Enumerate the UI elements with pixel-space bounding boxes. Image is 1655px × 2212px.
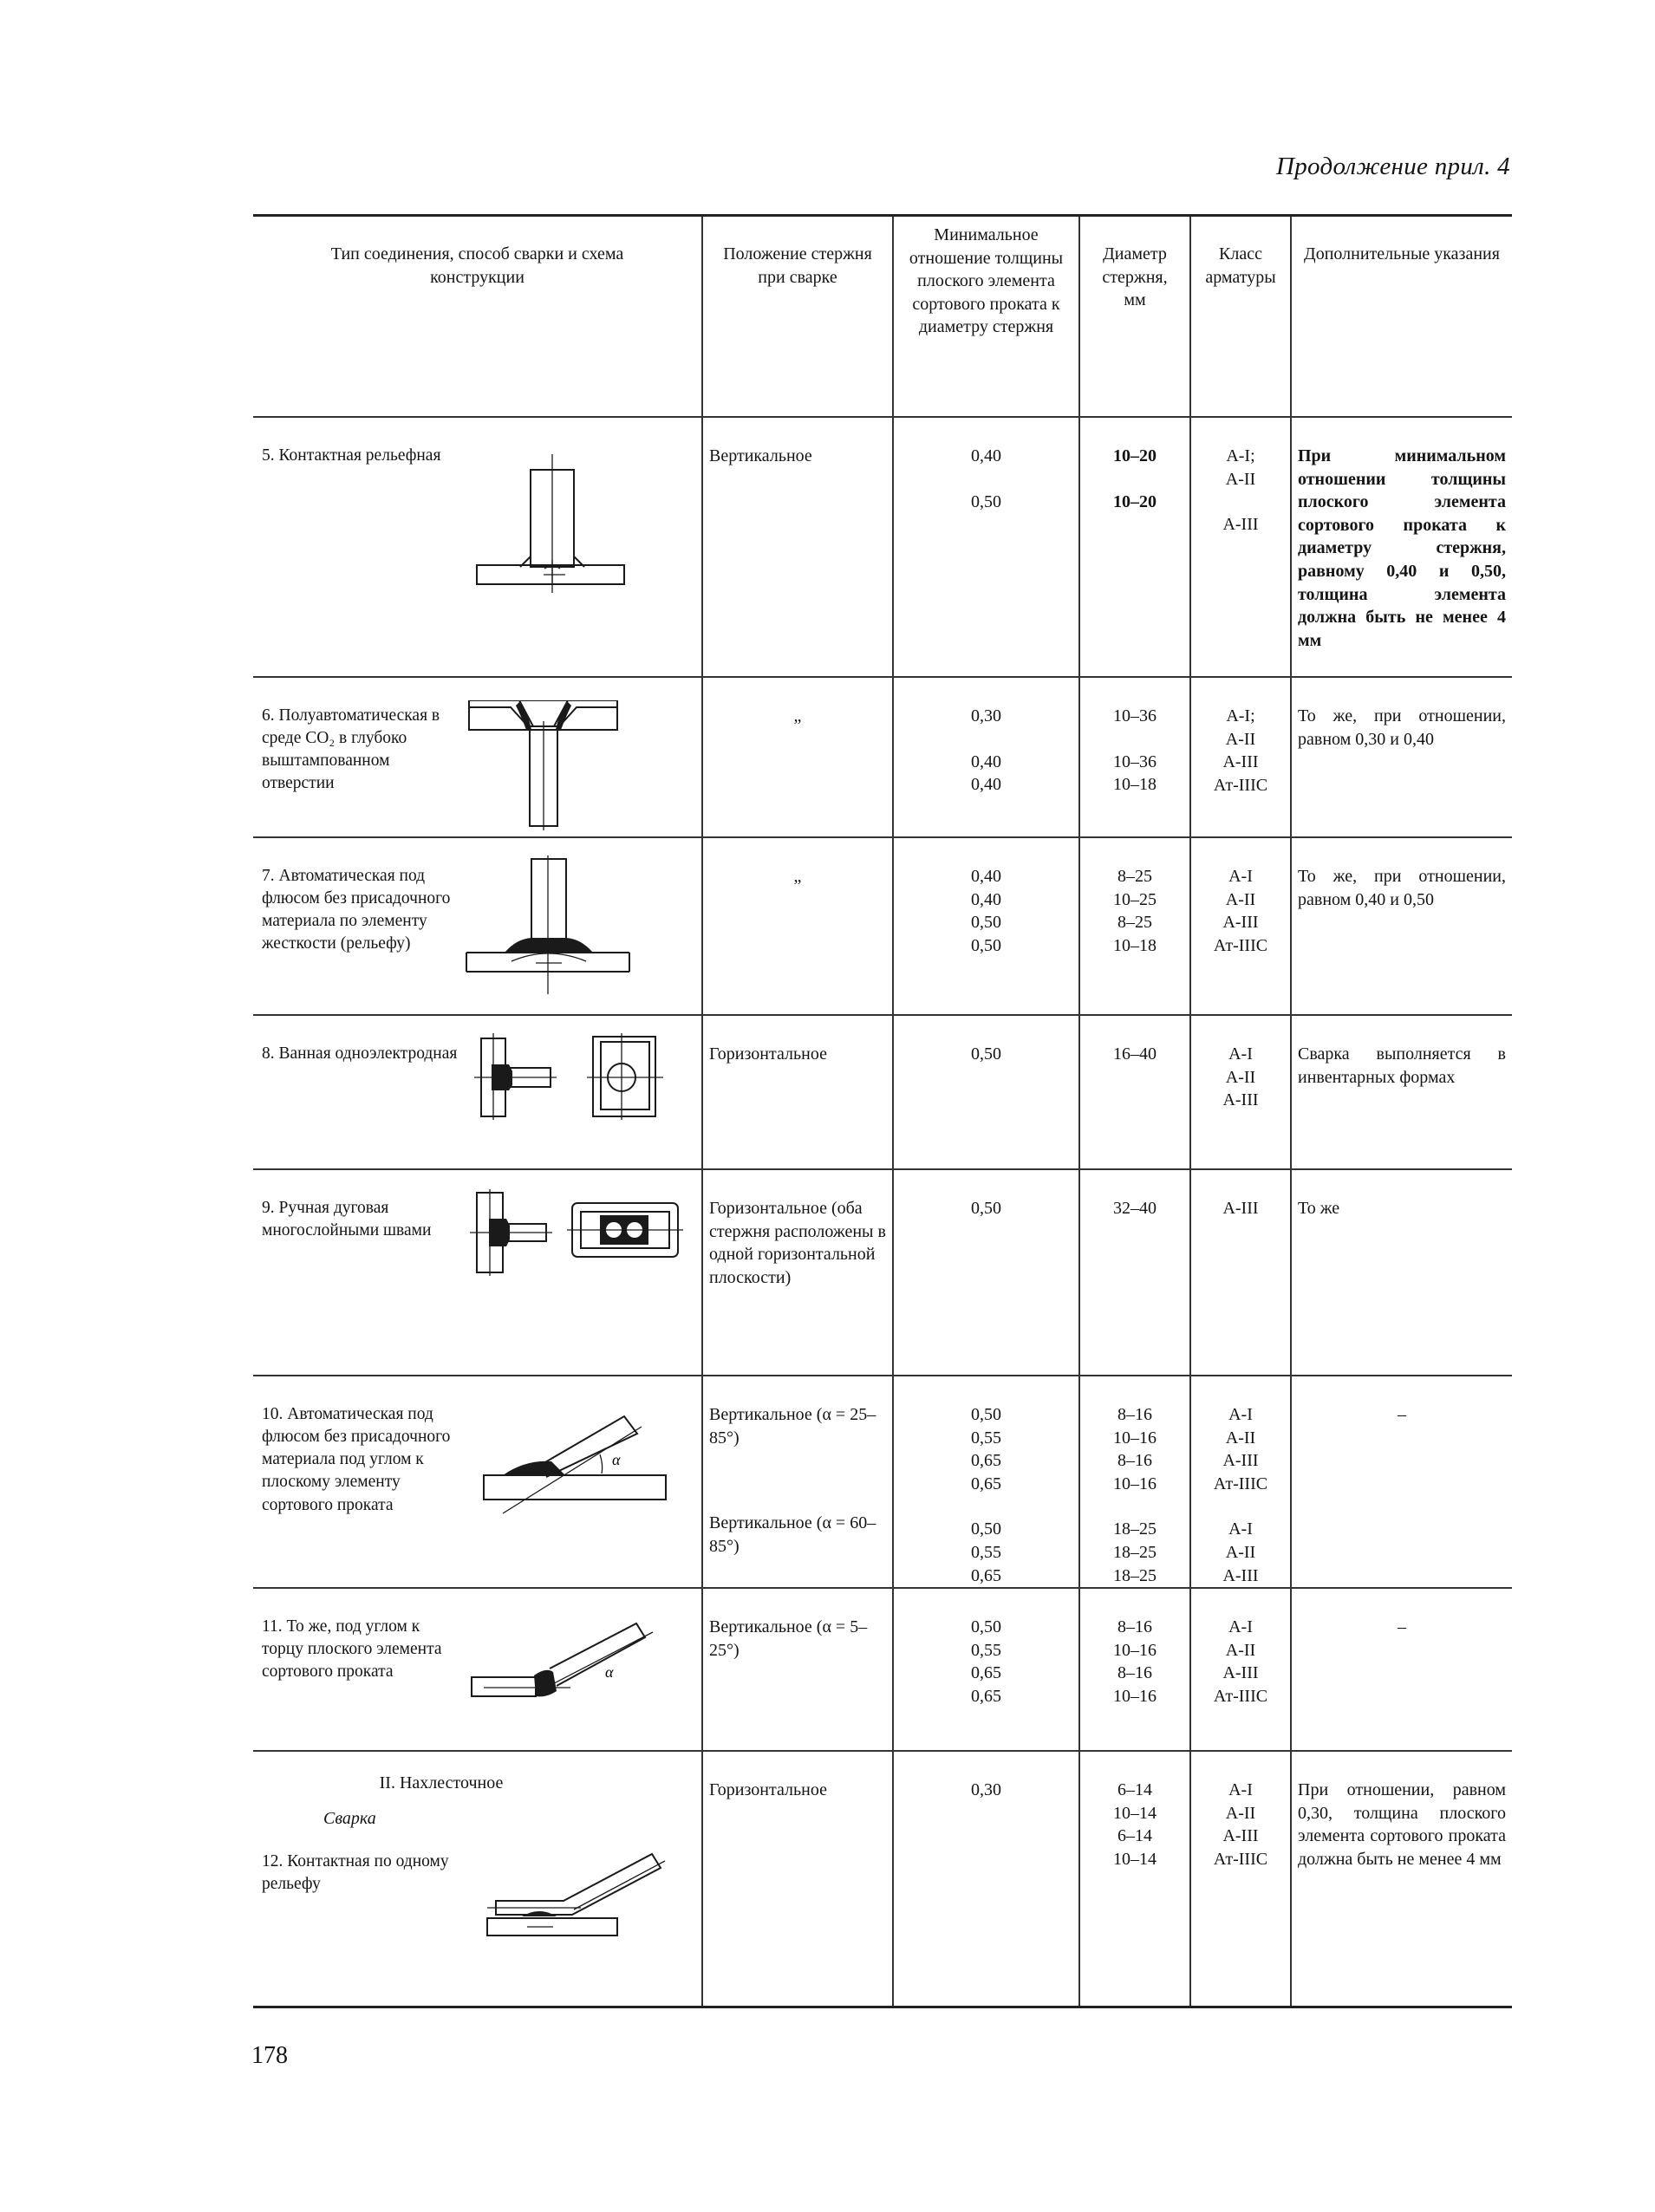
class-value: Ат-IIIС xyxy=(1213,1849,1268,1869)
diameter-value: 16–40 xyxy=(1113,1044,1157,1064)
cell-diameter xyxy=(1079,1751,1190,2007)
diameter-value: 8–16 xyxy=(1117,1617,1152,1637)
ratio-value: 0,50 xyxy=(971,1199,1001,1218)
cell-ratio xyxy=(893,837,1079,1015)
svg-text:α: α xyxy=(612,1451,621,1468)
ratio-value: 0,50 xyxy=(971,491,1001,511)
diameter-value: 18–25 xyxy=(1113,1519,1157,1539)
class-value: А-II xyxy=(1225,1542,1256,1562)
cell-class xyxy=(1190,1015,1291,1169)
cell-connection-type xyxy=(253,1751,702,2007)
page-number: 178 xyxy=(251,2042,288,2069)
cell-connection-type xyxy=(253,837,702,1015)
note-text: То же, при отношении, равном 0,40 и 0,50 xyxy=(1298,867,1506,909)
connection-name: 9. Ручная дуговая многослойными швами xyxy=(262,1199,432,1240)
class-value: А-I xyxy=(1228,1044,1253,1064)
cell-connection-type xyxy=(253,417,702,677)
ratio-value: 0,65 xyxy=(971,1663,1001,1683)
class-value: А-II xyxy=(1225,1428,1256,1448)
cell-position xyxy=(702,837,893,1015)
diameter-value: 32–40 xyxy=(1113,1199,1157,1218)
weld-diagram xyxy=(470,454,626,600)
cell-connection-type xyxy=(253,677,702,837)
diameter-value: 8–16 xyxy=(1117,1663,1152,1683)
rod-position: Вертикальное (α = 5–25°) xyxy=(709,1617,868,1660)
ratio-value: 0,40 xyxy=(971,889,1001,909)
cell-connection-type xyxy=(253,1169,702,1376)
cell-diameter xyxy=(1079,837,1190,1015)
ratio-value: 0,65 xyxy=(971,1451,1001,1471)
cell-position xyxy=(702,1376,893,1588)
diameter-value: 10–18 xyxy=(1113,935,1157,955)
cell-notes xyxy=(1291,1751,1512,2007)
group-gap xyxy=(900,1495,1072,1518)
ratio-value: 0,50 xyxy=(971,1617,1001,1637)
connection-name: 7. Автоматическая под флюсом без присадочного материала по элементу жесткости (рельефу) xyxy=(262,867,451,953)
class-value: А-III xyxy=(1222,515,1259,535)
class-value: А-II xyxy=(1225,729,1256,749)
diameter-value: 10–18 xyxy=(1113,775,1157,795)
cell-diameter xyxy=(1079,677,1190,837)
cell-class xyxy=(1190,837,1291,1015)
header-notes: Дополнительные указания xyxy=(1291,216,1512,418)
connection-name: 6. Полуавтоматическая в среде CO₂ в глубоко выштампованном отверстии xyxy=(262,706,440,793)
group-gap xyxy=(900,468,1072,491)
ratio-value: 0,50 xyxy=(971,1405,1001,1424)
rod-position: Горизонтальное xyxy=(709,1044,827,1064)
class-value: А-II xyxy=(1225,889,1256,909)
ratio-value: 0,50 xyxy=(971,935,1001,955)
cell-notes xyxy=(1291,837,1512,1015)
svg-text:α: α xyxy=(605,1663,614,1682)
cell-class xyxy=(1190,1751,1291,2007)
page-heading: Продолжение прил. 4 xyxy=(1276,153,1510,180)
cell-class xyxy=(1190,1169,1291,1376)
table-row xyxy=(253,677,1512,837)
table-row xyxy=(253,837,1512,1015)
weld-diagram xyxy=(466,1615,666,1726)
diameter-value: 8–16 xyxy=(1117,1405,1152,1424)
note-text: При отношении, равном 0,30, толщина плоского элемента сортового проката должна быть не менее 4 мм xyxy=(1298,1780,1506,1869)
table-row xyxy=(253,1376,1512,1588)
class-value: А-I xyxy=(1228,867,1253,886)
class-value: А-I xyxy=(1228,1405,1253,1424)
ratio-value: 0,30 xyxy=(971,706,1001,725)
class-value: А-III xyxy=(1222,1663,1259,1683)
rod-position: Вертикальное (α = 25–85°) xyxy=(709,1405,876,1448)
cell-ratio xyxy=(893,1376,1079,1588)
note-text: – xyxy=(1398,1617,1406,1637)
class-value: Ат-IIIС xyxy=(1213,1474,1268,1493)
table-header-row xyxy=(253,216,1512,418)
cell-connection-type xyxy=(253,1015,702,1169)
cell-notes xyxy=(1291,1169,1512,1376)
class-value: Ат-IIIС xyxy=(1213,775,1268,795)
note-text: При минимальном отношении толщины плоского элемента сортового проката к диаметру стержня, равному 0,40 и 0,50, толщина элемента должна быть не менее 4 мм xyxy=(1298,446,1506,650)
diameter-value: 10–36 xyxy=(1113,751,1157,771)
ratio-value: 0,50 xyxy=(971,913,1001,933)
diameter-value: 10–36 xyxy=(1113,706,1157,725)
cell-diameter xyxy=(1079,1588,1190,1751)
cell-diameter xyxy=(1079,1376,1190,1588)
connection-name: 8. Ванная одноэлектродная xyxy=(262,1044,458,1063)
note-text: То же, при отношении, равном 0,30 и 0,40 xyxy=(1298,706,1506,749)
section-heading: II. Нахлесточное xyxy=(379,1773,504,1793)
rod-position: Вертикальное (α = 60–85°) xyxy=(709,1513,876,1556)
connection-name: 5. Контактная рельефная xyxy=(262,446,441,465)
cell-position xyxy=(702,677,893,837)
diameter-value: 10–16 xyxy=(1113,1686,1157,1706)
ratio-value: 0,40 xyxy=(971,775,1001,795)
ratio-value: 0,65 xyxy=(971,1565,1001,1585)
group-gap xyxy=(1086,468,1183,491)
cell-ratio xyxy=(893,1169,1079,1376)
cell-position xyxy=(702,417,893,677)
rod-position: Вертикальное xyxy=(709,446,812,465)
welding-spec-table xyxy=(253,214,1512,2008)
class-value: А-II xyxy=(1225,1067,1256,1087)
table-row xyxy=(253,1588,1512,1751)
cell-position xyxy=(702,1588,893,1751)
note-text: То же xyxy=(1298,1199,1340,1218)
diameter-value: 10–25 xyxy=(1113,889,1157,909)
cell-connection-type xyxy=(253,1376,702,1588)
ratio-value: 0,55 xyxy=(971,1640,1001,1660)
cell-notes xyxy=(1291,417,1512,677)
diameter-value: 10–16 xyxy=(1113,1474,1157,1493)
ratio-value: 0,40 xyxy=(971,446,1001,465)
diameter-value: 8–25 xyxy=(1117,867,1152,886)
cell-diameter xyxy=(1079,1169,1190,1376)
class-value: А-III xyxy=(1222,1826,1259,1846)
note-text: – xyxy=(1398,1405,1406,1424)
cell-connection-type xyxy=(253,1588,702,1751)
class-value: А-I xyxy=(1228,1780,1253,1800)
diameter-value: 18–25 xyxy=(1113,1542,1157,1562)
diameter-value: 10–16 xyxy=(1113,1640,1157,1660)
group-gap xyxy=(1197,491,1284,513)
table-row xyxy=(253,1169,1512,1376)
ratio-value: 0,55 xyxy=(971,1542,1001,1562)
diameter-value: 18–25 xyxy=(1113,1565,1157,1585)
diameter-value: 8–25 xyxy=(1117,913,1152,933)
group-gap xyxy=(900,728,1072,751)
rod-position: „ xyxy=(793,867,802,886)
header-position: Положение стержня при сварке xyxy=(702,216,893,418)
class-value: А-I xyxy=(1228,1617,1253,1637)
cell-class xyxy=(1190,417,1291,677)
ratio-value: 0,30 xyxy=(971,1780,1001,1800)
ratio-value: 0,65 xyxy=(971,1474,1001,1493)
class-value: Ат-IIIС xyxy=(1213,1686,1268,1706)
cell-class xyxy=(1190,1376,1291,1588)
group-gap xyxy=(709,1449,886,1512)
weld-diagram xyxy=(470,1847,678,1949)
class-value: А-III xyxy=(1222,1451,1259,1471)
cell-class xyxy=(1190,1588,1291,1751)
diameter-value: 6–14 xyxy=(1117,1826,1152,1846)
class-value: А-III xyxy=(1222,1199,1259,1218)
class-value: А-II xyxy=(1225,469,1256,489)
class-value: А-III xyxy=(1222,1090,1259,1110)
cell-ratio xyxy=(893,1015,1079,1169)
cell-position xyxy=(702,1169,893,1376)
cell-diameter xyxy=(1079,1015,1190,1169)
ratio-value: 0,55 xyxy=(971,1428,1001,1448)
group-gap xyxy=(1197,1495,1284,1518)
rod-position: Горизонтальное xyxy=(709,1780,827,1800)
diameter-value: 10–20 xyxy=(1113,446,1157,465)
cell-ratio xyxy=(893,1588,1079,1751)
cell-notes xyxy=(1291,1376,1512,1588)
cell-notes xyxy=(1291,677,1512,837)
cell-position xyxy=(702,1751,893,2007)
header-diameter: Диаметр стержня, мм xyxy=(1079,216,1190,418)
cell-class xyxy=(1190,677,1291,837)
diameter-value: 10–16 xyxy=(1113,1428,1157,1448)
class-value: А-I; xyxy=(1226,446,1255,465)
weld-diagram xyxy=(474,1033,674,1127)
cell-diameter xyxy=(1079,417,1190,677)
connection-name: 10. Автоматическая под флюсом без присадочного материала под углом к плоскому элементу сортового проката xyxy=(262,1405,451,1514)
table-row xyxy=(253,1751,1512,2007)
ratio-value: 0,50 xyxy=(971,1044,1001,1064)
class-value: А-III xyxy=(1222,752,1259,772)
ratio-value: 0,40 xyxy=(971,751,1001,771)
weld-diagram xyxy=(459,856,633,1001)
diameter-value: 6–14 xyxy=(1117,1780,1152,1800)
connection-name: 11. То же, под углом к торцу плоского элемента сортового проката xyxy=(262,1617,442,1682)
class-value: Ат-IIIС xyxy=(1213,935,1268,955)
ratio-value: 0,50 xyxy=(971,1519,1001,1539)
rod-position: „ xyxy=(793,706,802,725)
cell-ratio xyxy=(893,417,1079,677)
diameter-value: 10–20 xyxy=(1113,491,1157,511)
header-type: Тип соединения, способ сварки и схема конструкции xyxy=(253,216,702,418)
cell-position xyxy=(702,1015,893,1169)
section-subheading: Сварка xyxy=(323,1808,376,1828)
note-text: Сварка выполняется в инвентарных формах xyxy=(1298,1044,1506,1087)
cell-ratio xyxy=(893,677,1079,837)
header-class: Класс арматуры xyxy=(1190,216,1291,418)
group-gap xyxy=(1086,728,1183,751)
table-row xyxy=(253,417,1512,677)
diameter-value: 10–14 xyxy=(1113,1803,1157,1823)
weld-diagram xyxy=(468,1411,668,1531)
class-value: А-I; xyxy=(1226,706,1255,725)
cell-notes xyxy=(1291,1588,1512,1751)
class-value: А-I xyxy=(1228,1519,1253,1539)
ratio-value: 0,65 xyxy=(971,1686,1001,1706)
cell-notes xyxy=(1291,1015,1512,1169)
table-row xyxy=(253,1015,1512,1169)
class-value: А-II xyxy=(1225,1640,1256,1660)
diameter-value: 10–14 xyxy=(1113,1849,1157,1869)
cell-ratio xyxy=(893,1751,1079,2007)
class-value: А-III xyxy=(1222,913,1259,933)
rod-position: Горизонтальное (оба стержня расположены в одной горизонтальной плоскости) xyxy=(709,1199,886,1287)
connection-name: 12. Контактная по одному рельефу xyxy=(262,1852,449,1894)
weld-diagram xyxy=(470,1189,695,1283)
weld-diagram xyxy=(466,700,630,837)
class-value: А-III xyxy=(1222,1565,1259,1585)
group-gap xyxy=(1086,1495,1183,1518)
header-ratio: Минимальное отношение толщины плоского элемента сортового проката к диаметру стержня xyxy=(893,216,1079,418)
diameter-value: 8–16 xyxy=(1117,1451,1152,1471)
ratio-value: 0,40 xyxy=(971,867,1001,886)
class-value: А-II xyxy=(1225,1803,1256,1823)
